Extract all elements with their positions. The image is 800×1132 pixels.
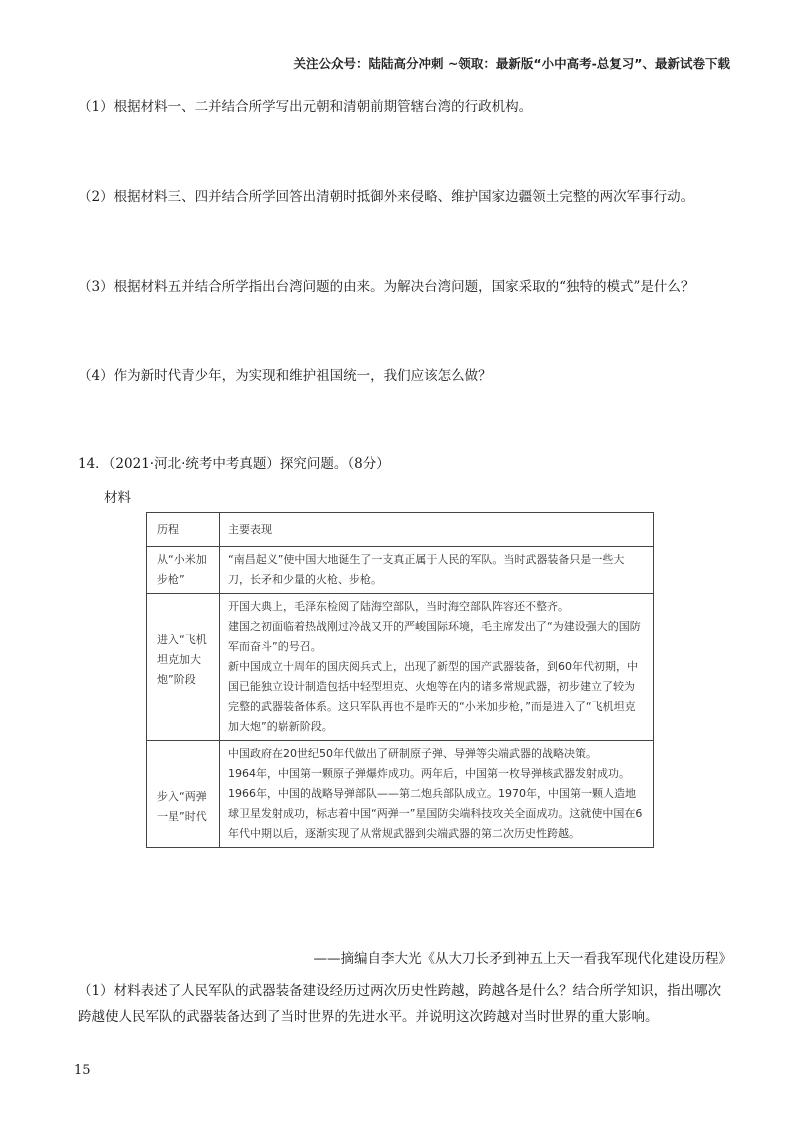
- table-row: [147, 594, 654, 741]
- content-cell: [220, 547, 654, 594]
- stage-cell: [147, 547, 220, 594]
- content-line: 新中国成立十周年的国庆阅兵式上，出现了新型的国产武器装备，到60年代初期，中国已能独立设计制造包括中轻型坦克、火炮等在内的诸多常规武器，初步建立了较为完整的武器装备体系。这只军队再也不是昨天的“小米加步枪，”而是进入了“飞机坦克加大炮”的崭新阶段。: [228, 660, 638, 733]
- material-table: [146, 512, 654, 848]
- content-line: 中国政府在20世纪50年代做出了研制原子弹、导弹等尖端武器的战略决策。: [228, 747, 597, 760]
- table-header-content: 主要表现: [220, 513, 654, 547]
- content-line: “南昌起义”使中国大地诞生了一支真正属于人民的军队。当时武器装备只是一些大刀，长矛和少量的火枪、步枪。: [228, 553, 625, 586]
- table-header-stage: 历程: [147, 513, 220, 547]
- question-3: （3）根据材料五并结合所学指出台湾问题的由来。为解决台湾问题，国家采取的“独特的模式”是什么？: [78, 279, 695, 295]
- table-header-row: [147, 513, 654, 547]
- material-source: ——摘编自李大光《从大刀长矛到神五上天一看我军现代化建设历程》: [313, 951, 732, 967]
- question-14-heading: 14．（2021·河北·统考中考真题）探究问题。（8分）: [78, 456, 390, 472]
- content-cell: [220, 594, 654, 741]
- question-1: （1）根据材料一、二并结合所学写出元朝和清朝前期管辖台湾的行政机构。: [78, 99, 533, 115]
- content-line: 1964年，中国第一颗原子弹爆炸成功。两年后，中国第一枚导弹核武器发射成功。1966年，中国的战略导弹部队——第二炮兵部队成立。1970年，中国第一颗人造地球卫星发射成功，标志着中国“两弹一”星国防尖端科技攻关全面成功。这就使中国在6年代中期以后，逐渐实现了从常规武器到尖端武器的第二次历史性跨越。: [228, 767, 643, 840]
- page-number: 15: [74, 1063, 91, 1078]
- question-2: （2）根据材料三、四并结合所学回答出清朝时抵御外来侵略、维护国家边疆领土完整的两次军事行动。: [78, 189, 695, 205]
- content-line: 建国之初面临着热战刚过冷战又开的严峻国际环境，毛主席发出了“为建设强大的国防军而奋斗”的号召。: [228, 620, 641, 653]
- question-4: （4）作为新时代青少年，为实现和维护祖国统一，我们应该怎么做？: [78, 368, 492, 384]
- stage-cell: [147, 594, 220, 741]
- sub-question-1: （1）材料表述了人民军队的武器装备建设经历过两次历史性跨越，跨越各是什么？结合所学知识，指出哪次跨越使人民军队的武器装备达到了当时世界的先进水平。并说明这次跨越对当时世界的重大影响。: [78, 983, 722, 1025]
- content-cell: [220, 741, 654, 848]
- stage-cell: [147, 741, 220, 848]
- stage-label: 进入“飞机坦克加大炮”阶段: [157, 633, 207, 686]
- content-line: 开国大典上，毛泽东检阅了陆海空部队，当时海空部队阵容还不整齐。: [228, 600, 569, 613]
- table-row: [147, 547, 654, 594]
- table-row: [147, 741, 654, 848]
- stage-label: 从“小米加步枪”: [157, 553, 207, 586]
- stage-label: 步入“两弹一星”时代: [157, 790, 207, 823]
- page-header: 关注公众号：陆陆高分冲刺 ~领取：最新版“小中高考-总复习”、最新试卷下载: [293, 56, 730, 71]
- material-label: 材料: [104, 490, 131, 506]
